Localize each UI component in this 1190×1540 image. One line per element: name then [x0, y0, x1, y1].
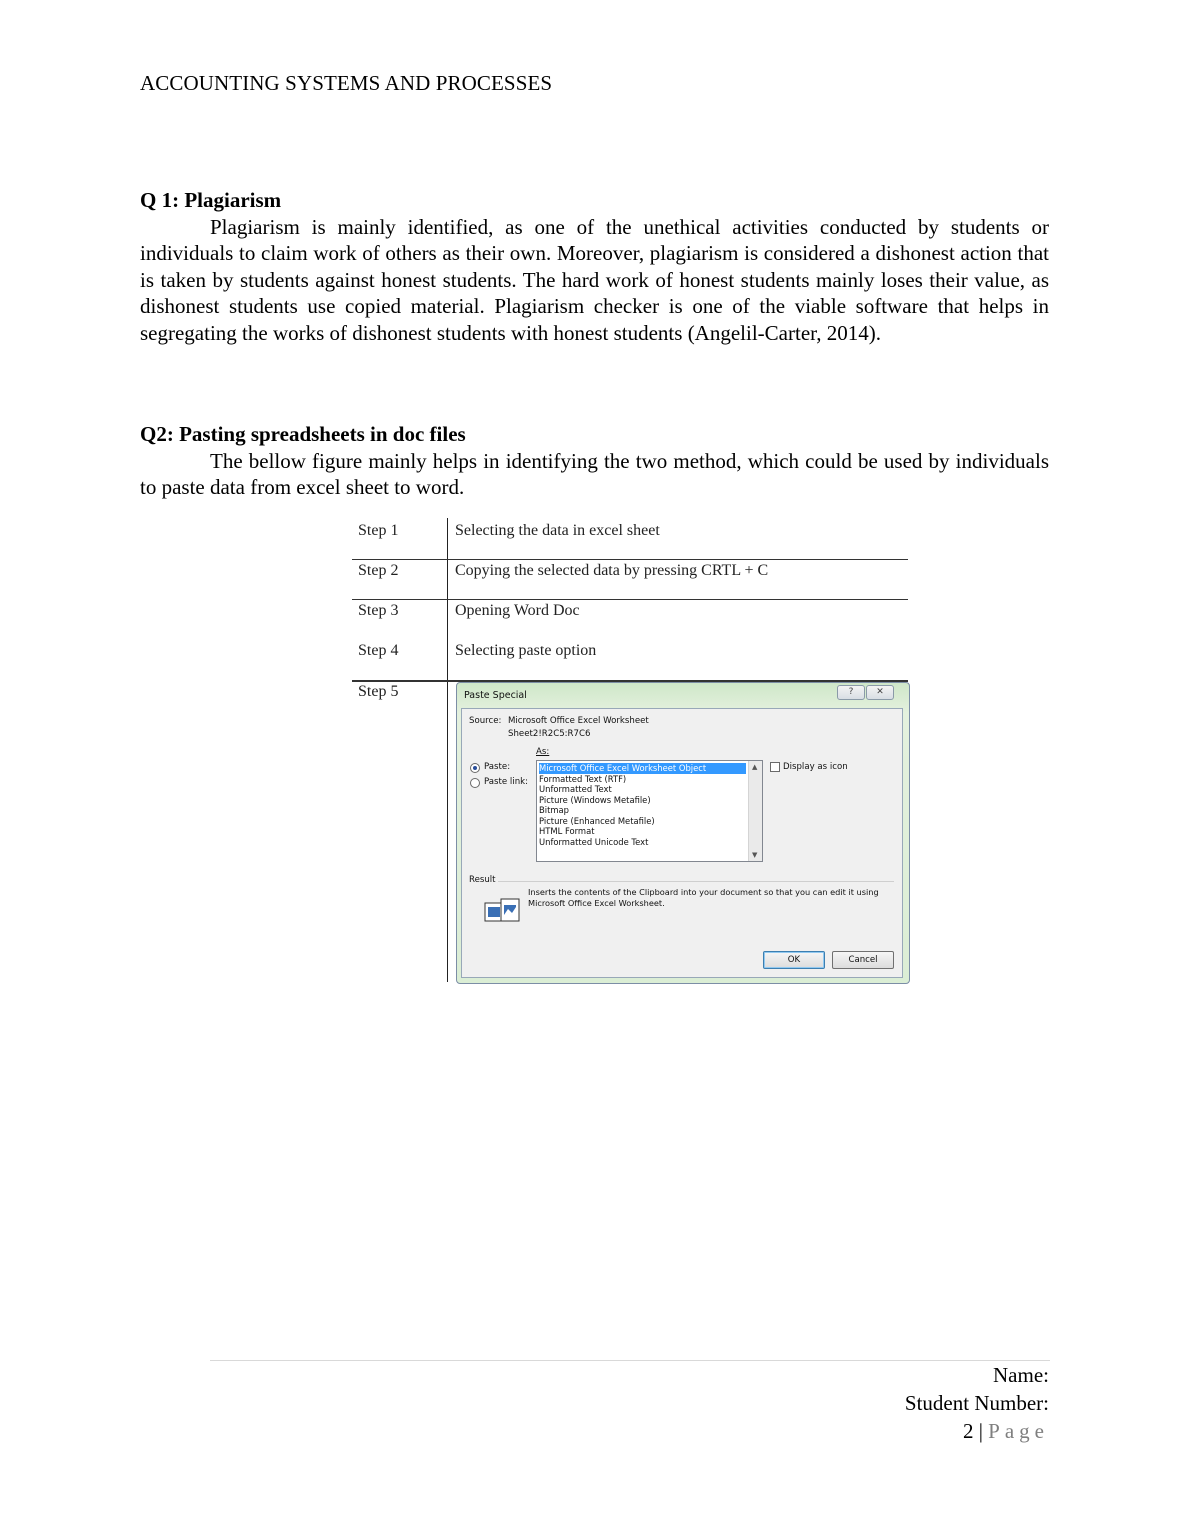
page-separator: |	[978, 1419, 983, 1443]
question-2-paragraph: The bellow figure mainly helps in identifying the two method, which could be used by individuals to paste data from excel sheet to word.	[140, 448, 1049, 499]
footer-page-number	[963, 1419, 1049, 1444]
step-1-text: Selecting the data in excel sheet	[455, 522, 660, 539]
scroll-up-icon[interactable]: ▲	[752, 763, 758, 771]
close-icon[interactable]: ✕	[866, 685, 894, 700]
ok-button[interactable]: OK	[763, 951, 825, 969]
page-word: Page	[988, 1419, 1049, 1443]
result-description-line-2: Microsoft Office Excel Worksheet.	[528, 898, 665, 908]
list-item[interactable]: Unformatted Text	[539, 784, 612, 794]
list-item[interactable]: Unformatted Unicode Text	[539, 836, 649, 847]
paste-as-listbox[interactable]	[536, 760, 763, 862]
question-1-paragraph: Plagiarism is mainly identified, as one of the unethical activities conducted by students or individuals to claim work of others as their own. Moreover, plagiarism is considered a dishonest action that is taken by students against honest students. The hard work of honest students mainly loses their value, as dishonest students use copied material. Plagiarism checker is one of the viable software that helps in segregating the works of dishonest students with honest students (Angelil-Carter, 2014).	[140, 214, 1049, 345]
figure-column-divider	[447, 518, 448, 982]
dialog-body	[461, 708, 903, 978]
cancel-button[interactable]: Cancel	[832, 951, 894, 969]
list-item[interactable]: Picture (Enhanced Metafile)	[539, 815, 655, 826]
dialog-title: Paste Special	[464, 690, 527, 701]
running-header: ACCOUNTING SYSTEMS AND PROCESSES	[140, 71, 553, 95]
list-item[interactable]: Microsoft Office Excel Worksheet Object	[539, 763, 746, 774]
list-item[interactable]: Picture (Windows Metafile)	[539, 794, 651, 805]
help-icon[interactable]: ?	[837, 685, 865, 700]
paste-radio-label[interactable]: Paste:	[484, 762, 511, 772]
footer-rule	[210, 1360, 1050, 1361]
list-item[interactable]: HTML Format	[539, 826, 595, 836]
footer-name-label: Name:	[993, 1363, 1049, 1387]
result-divider	[498, 881, 894, 882]
step-2-label: Step 2	[358, 562, 399, 579]
paste-object-icon	[484, 897, 520, 925]
result-label: Result	[469, 875, 496, 885]
paste-link-radio[interactable]	[470, 778, 480, 788]
figure-row-divider	[352, 599, 908, 600]
source-label: Source:	[469, 716, 502, 726]
list-item[interactable]: Formatted Text (RTF)	[539, 773, 627, 784]
figure-row-divider	[352, 559, 908, 560]
listbox-scrollbar[interactable]	[748, 761, 762, 861]
display-as-icon-label[interactable]: Display as icon	[783, 762, 848, 772]
paste-radio[interactable]	[470, 763, 480, 773]
source-value: Microsoft Office Excel Worksheet	[508, 716, 649, 726]
step-5-label: Step 5	[358, 683, 399, 700]
step-4-text: Selecting paste option	[455, 642, 597, 659]
list-item[interactable]: Bitmap	[539, 805, 569, 815]
step-4-label: Step 4	[358, 642, 399, 659]
scroll-down-icon[interactable]: ▼	[752, 851, 758, 859]
display-as-icon-checkbox[interactable]	[770, 762, 780, 772]
question-1-heading: Q 1: Plagiarism	[140, 188, 282, 212]
paste-special-dialog	[456, 682, 910, 984]
step-1-label: Step 1	[358, 522, 399, 539]
page-number: 2	[962, 1419, 974, 1443]
source-range: Sheet2!R2C5:R7C6	[508, 729, 591, 739]
question-2-section	[140, 421, 1049, 501]
paste-steps-figure	[352, 516, 909, 984]
question-1-section	[140, 187, 1049, 346]
result-description-line-1: Inserts the contents of the Clipboard into your document so that you can edit it using	[528, 887, 879, 897]
paste-link-radio-label[interactable]: Paste link:	[484, 777, 529, 787]
step-3-label: Step 3	[358, 602, 399, 619]
question-2-heading: Q2: Pasting spreadsheets in doc files	[140, 422, 466, 446]
step-2-text: Copying the selected data by pressing CRTL + C	[455, 562, 769, 579]
step-3-text: Opening Word Doc	[455, 602, 580, 619]
footer-student-number-label: Student Number:	[904, 1391, 1049, 1415]
as-label: As:	[536, 747, 550, 757]
